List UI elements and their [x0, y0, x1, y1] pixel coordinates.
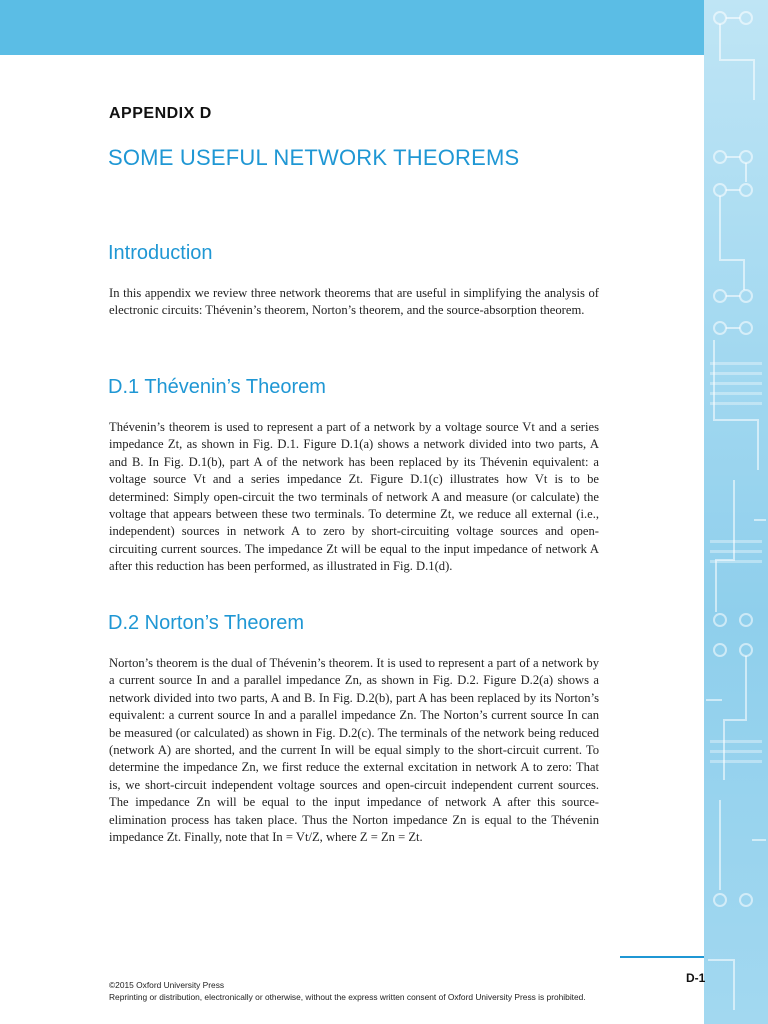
section-heading-introduction: Introduction [108, 242, 213, 264]
section-heading-norton: D.2 Norton’s Theorem [108, 612, 305, 634]
thevenin-paragraph: Thévenin’s theorem is used to represent a part of a network by a voltage source Vt and a series impedance Zt, as shown in Fig. D.1. Figure D.1(a) shows a network divided into two parts, A and B. In Fig. D.1(b), part A of the network has been replaced by its Thévenin equivalent: a voltage source Vt and a series impedance Zt. Figure D.1(c) illustrates how Vt is to be determined: Simply open-circuit the two terminals of network A and measure (or calculate) the voltage that appears between these two terminals. To determine Zt, we reduce all external (i.e., independent) sources in network A to zero by short-circuiting voltage sources and open-circuiting current sources. The impedance Zt will be equal to the input impedance of network A after this reduction has been performed, as illustrated in Fig. D.1(d). [109, 420, 599, 574]
page-number: D-1 [686, 971, 706, 985]
header-color-band [0, 0, 704, 55]
rights-notice: Reprinting or distribution, electronically or otherwise, without the express written consent of Oxford University Press is prohibited. [109, 992, 586, 1002]
chapter-title: SOME USEFUL NETWORK THEOREMS [108, 145, 520, 170]
footer-rule [620, 956, 704, 958]
introduction-paragraph: In this appendix we review three network theorems that are useful in simplifying the analysis of electronic circuits: Thévenin’s theorem, Norton’s theorem, and the source-absorption theorem. [109, 286, 599, 318]
section-heading-thevenin: D.1 Thévenin’s Theorem [108, 376, 326, 398]
decorative-circuit-strip [704, 0, 768, 1024]
copyright-notice: ©2015 Oxford University Press [109, 980, 225, 990]
norton-paragraph: Norton’s theorem is the dual of Thévenin’s theorem. It is used to represent a part of a network by a current source In and a parallel impedance Zn, as shown in Fig. D.2. Figure D.2(a) shows a network divided into two parts, A and B. In Fig. D.2(b), part A has been replaced by its Norton’s equivalent: a current source In and a parallel impedance Zn. The Norton’s current source In can be measured (or calculated) as shown in Fig. D.2(c). The terminals of the network being reduced (network A) are shorted, and the current In will be equal simply to the short-circuit current. To determine the impedance Zn, we first reduce the external excitation in network A to zero: That is, we short-circuit independent voltage sources and open-circuit independent current sources. The impedance Zn will be equal to the input impedance of network A after this source-elimination process has taken place. Thus the Norton impedance Zn is equal to the Thévenin impedance Zt. Finally, note that In = Vt/Z, where Z = Zn = Zt. [109, 656, 599, 845]
circuit-pattern-graphic [704, 0, 768, 1024]
appendix-label: APPENDIX D [109, 105, 212, 122]
